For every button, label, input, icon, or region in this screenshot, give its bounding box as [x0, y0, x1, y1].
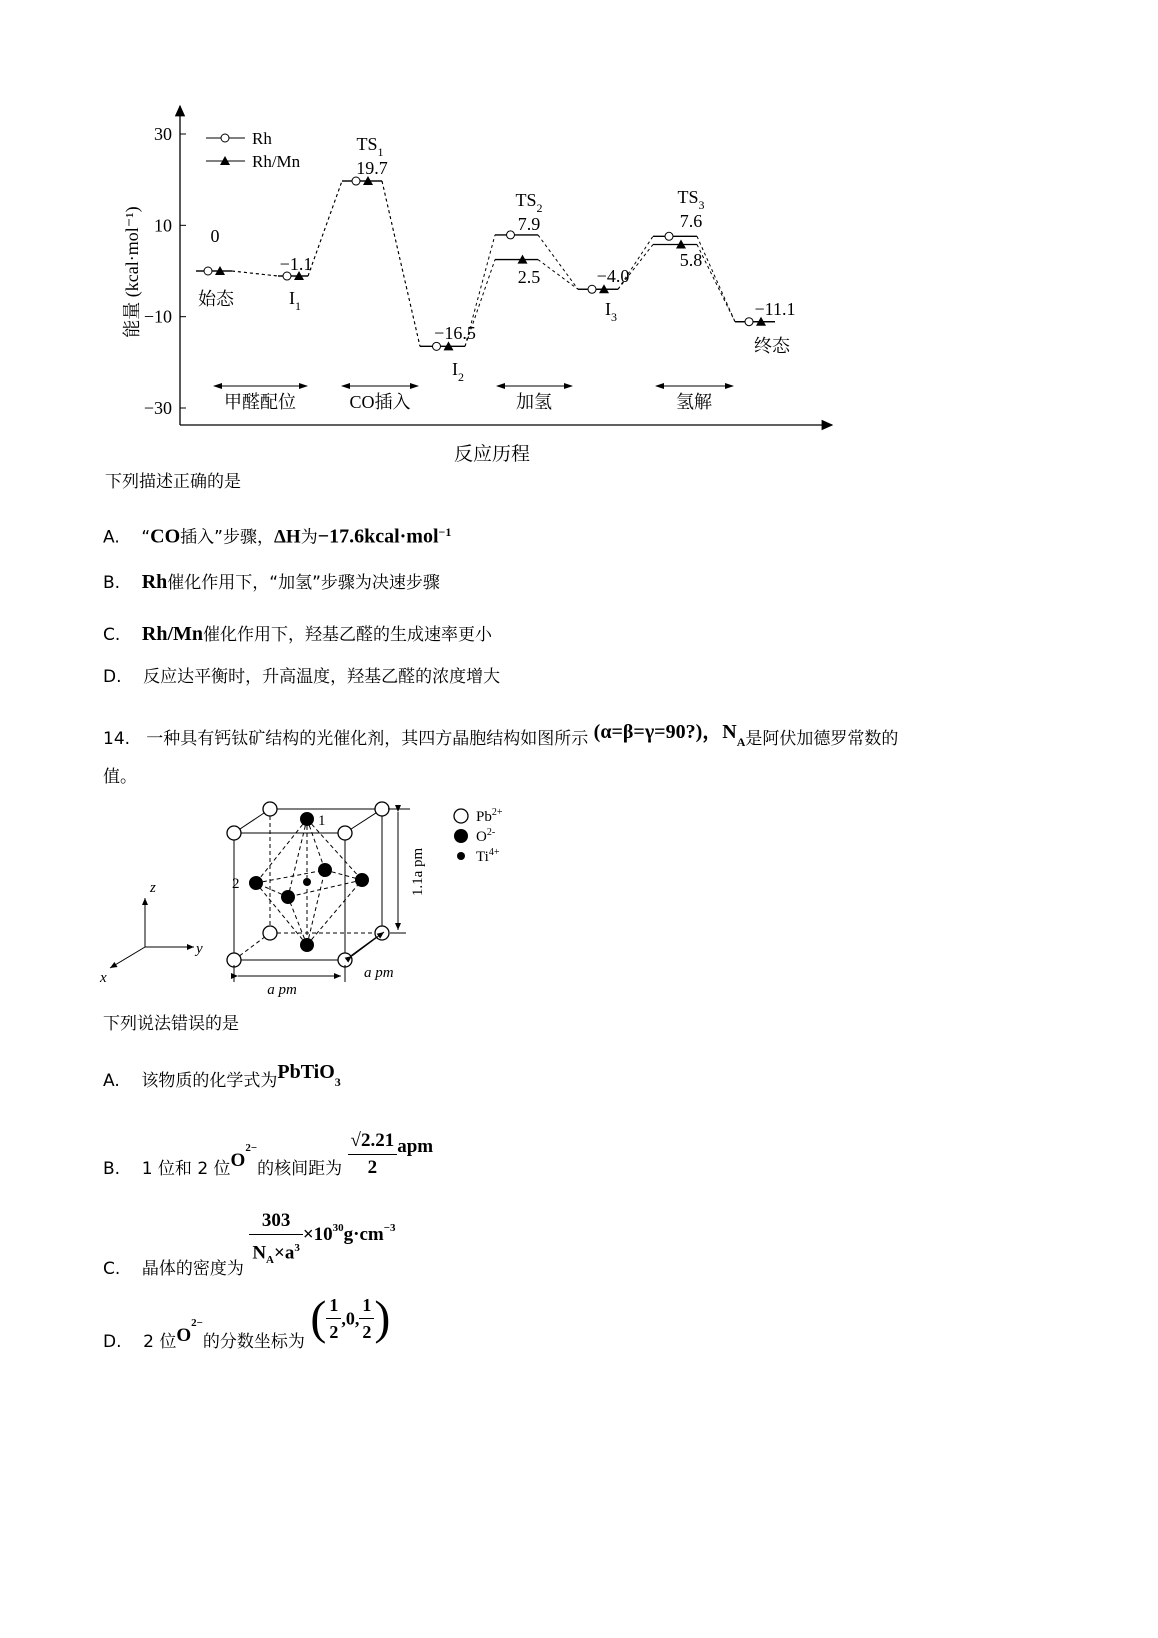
height-dimension-label: 1.1a pm [410, 847, 426, 897]
axis-z-label: z [150, 880, 156, 896]
legend-rh-marker [221, 134, 229, 142]
q14-stem [103, 721, 899, 756]
pb-atom [227, 953, 241, 967]
numerator: 1 [359, 1292, 374, 1319]
option-letter: A. [103, 527, 120, 548]
connector-rh [538, 235, 578, 289]
distance-fraction [348, 1128, 398, 1181]
option-letter: C. [103, 1258, 121, 1279]
connector-rh [697, 236, 735, 321]
y-axis-label: 能量 (kcal·mol⁻¹) [122, 206, 142, 338]
coord-x [326, 1292, 341, 1345]
ti-atom [303, 878, 311, 886]
value-label-end: −11.1 [754, 299, 796, 319]
fraction-numerator: √2.21 [348, 1128, 398, 1155]
rh-point [588, 285, 596, 293]
option-text: 的核间距为 [257, 1158, 343, 1179]
co-formula: CO [150, 525, 181, 548]
state-label-i2: $I_2$ [452, 359, 464, 384]
denominator: 2 [362, 1322, 372, 1342]
fraction-denominator [249, 1235, 303, 1273]
delta-h-formula: ΔH [273, 526, 301, 548]
connector-rh-mn [538, 260, 578, 290]
q13-option-b[interactable] [103, 570, 440, 595]
o-atom [300, 938, 314, 952]
value-label-ts1: 19.7 [356, 158, 388, 178]
option-letter: D. [103, 667, 122, 687]
enthalpy-value: −17.6kcal·mol [317, 525, 439, 548]
multiplier-exponent: 30 [332, 1221, 344, 1234]
paren-close: ) [374, 1291, 391, 1345]
chart-legend [206, 129, 301, 171]
y-tick-label: −30 [143, 398, 172, 418]
distance-unit: apm [397, 1135, 434, 1157]
rh-point [352, 177, 360, 185]
density-fraction [249, 1208, 303, 1273]
step-label-formaldehyde-coordination: 甲醛配位 [224, 392, 296, 412]
y-tick-label: 30 [154, 124, 172, 144]
state-label-i1: $I_1$ [289, 288, 301, 313]
atom-legend [454, 807, 503, 865]
axis-x-label: x [100, 970, 107, 986]
den-tail: ×a [274, 1242, 295, 1264]
avogadro-symbol: N [722, 721, 737, 743]
q14-option-b[interactable] [103, 1122, 434, 1179]
coord-y: ,0, [341, 1308, 360, 1329]
option-text: 晶体的密度为 [141, 1258, 244, 1279]
legend-rhmn-label: Rh/Mn [252, 152, 301, 171]
connector-rh-mn [308, 181, 342, 276]
y-tick-label: −10 [143, 306, 172, 327]
oxide-ion: O [230, 1149, 246, 1171]
value-label-ts2-rhmn: 2.5 [517, 267, 541, 287]
ion-charge: 2− [191, 1317, 203, 1329]
option-text: 反应达平衡时，升高温度，羟基乙醛的浓度增大 [143, 667, 501, 687]
crystal-cell-diagram [0, 790, 560, 1000]
state-label-ts3: $TS_3$ [677, 187, 705, 212]
value-label-i3: −4.0 [596, 266, 630, 286]
q14-option-c[interactable] [103, 1206, 396, 1279]
legend-o: $O^{2-}$ [476, 827, 496, 845]
pb-atom [338, 826, 352, 840]
oxide-ion: O [176, 1324, 192, 1346]
step-label-hydrogenolysis: 氢解 [676, 392, 712, 412]
q13-stem: 下列描述正确的是 [105, 472, 241, 492]
paren-open: ( [310, 1291, 327, 1345]
state-label-ts2: $TS_2$ [515, 190, 543, 215]
unit-exponent: −3 [383, 1221, 396, 1234]
question-number: 14. [103, 729, 131, 749]
step-label-hydrogenation: 加氢 [516, 392, 552, 412]
option-letter: C. [103, 625, 121, 645]
legend-ti: $Ti^{4+}$ [476, 847, 500, 865]
o-atom [318, 863, 332, 877]
option-letter: D. [103, 1331, 122, 1352]
rh-mn-formula: Rh/Mn [141, 623, 204, 645]
state-label-end: 终态 [754, 336, 790, 356]
value-label-i2: −16.5 [434, 323, 476, 343]
rh-point [745, 318, 753, 326]
cell-angles: (α=β=γ=90?)， [593, 721, 723, 743]
formula-subscript: 3 [334, 1075, 341, 1090]
option-text: 插入”步骤， [180, 527, 274, 548]
q14-option-d[interactable] [103, 1291, 391, 1352]
point-1-label: 1 [318, 813, 326, 829]
avogadro-subscript: A [736, 735, 746, 750]
rh-point [665, 232, 673, 240]
pb-atom [227, 826, 241, 840]
rh-point [204, 267, 212, 275]
rh-point [433, 342, 441, 350]
o-atom [281, 890, 295, 904]
stem-text: 是阿伏加德罗常数的 [745, 729, 899, 749]
depth-dimension-label: a pm [364, 965, 394, 981]
energy-profile-chart [0, 0, 1158, 470]
option-letter: B. [103, 1158, 121, 1179]
denominator: 2 [329, 1322, 339, 1342]
coord-z [359, 1292, 374, 1345]
pb-atom [263, 802, 277, 816]
den-exponent: 3 [294, 1242, 300, 1254]
fraction-numerator: 303 [249, 1208, 303, 1235]
q14-stem-tail: 值。 [103, 767, 137, 787]
x-axis-label: 反应历程 [453, 444, 531, 465]
avogadro-subscript: A [266, 1254, 274, 1267]
option-text: 该物质的化学式为 [141, 1071, 278, 1091]
o-atom [355, 873, 369, 887]
quote-open: “ [141, 527, 151, 548]
legend-pb: $Pb^{2+}$ [476, 807, 503, 825]
value-label-start: 0 [210, 226, 220, 246]
fraction-denominator: 2 [367, 1157, 378, 1178]
axis-y-label: y [196, 941, 203, 957]
step-label-co-insertion: CO插入 [349, 392, 411, 412]
legend-rh-label: Rh [252, 129, 272, 148]
value-label-i1: −1.1 [279, 254, 313, 274]
fractional-coordinate [310, 1292, 390, 1345]
avogadro-symbol: N [252, 1242, 267, 1264]
chemical-formula: PbTiO [277, 1061, 335, 1083]
option-letter: A. [103, 1071, 120, 1091]
pb-atom [338, 953, 352, 967]
option-text: 催化作用下，羟基乙醛的生成速率更小 [203, 625, 493, 645]
state-label-i3: $I_3$ [605, 299, 617, 324]
density-unit: g·cm [343, 1223, 384, 1245]
connector-rh-mn [697, 245, 735, 322]
q13-option-a[interactable] [103, 520, 451, 550]
pb-atom [375, 802, 389, 816]
q13-option-c[interactable] [103, 622, 492, 647]
point-2-label: 2 [232, 876, 240, 892]
o-atom-1 [300, 812, 314, 826]
connector-rh-mn [382, 181, 420, 346]
y-tick-label: 10 [154, 215, 172, 236]
numerator: 1 [326, 1292, 341, 1319]
rh-point [507, 231, 515, 239]
connector-rh-mn [232, 271, 278, 276]
q14-sub-stem: 下列说法错误的是 [103, 1014, 239, 1034]
option-text: 2 位 [143, 1331, 177, 1352]
option-text: 的分数坐标为 [202, 1331, 305, 1352]
option-text: 为 [300, 527, 318, 548]
o-atom-2 [249, 876, 263, 890]
ion-charge: 2− [245, 1141, 258, 1154]
option-text: 催化作用下，“加氢”步骤为决速步骤 [167, 573, 440, 593]
q14-option-a[interactable] [103, 1061, 341, 1098]
stem-text: 一种具有钙钛矿结构的光催化剂，其四方晶胞结构如图所示 [146, 729, 589, 749]
x-axis-arrow [110, 947, 145, 968]
rh-formula: Rh [141, 571, 168, 593]
multiplier: ×10 [302, 1223, 333, 1245]
value-label-ts3-rhmn: 5.8 [679, 250, 703, 270]
option-text: 1 位和 2 位 [141, 1158, 231, 1179]
option-letter: B. [103, 573, 121, 593]
width-dimension-label: a pm [267, 982, 297, 998]
value-label-ts2-rh: 7.9 [517, 214, 541, 234]
q13-option-d[interactable] [103, 665, 500, 689]
pb-atom [263, 926, 277, 940]
state-label-ts1: $TS_1$ [356, 134, 384, 159]
enthalpy-unit-exponent: −1 [438, 525, 452, 539]
value-label-ts3-rh: 7.6 [679, 211, 703, 231]
state-label-start: 始态 [198, 289, 234, 309]
